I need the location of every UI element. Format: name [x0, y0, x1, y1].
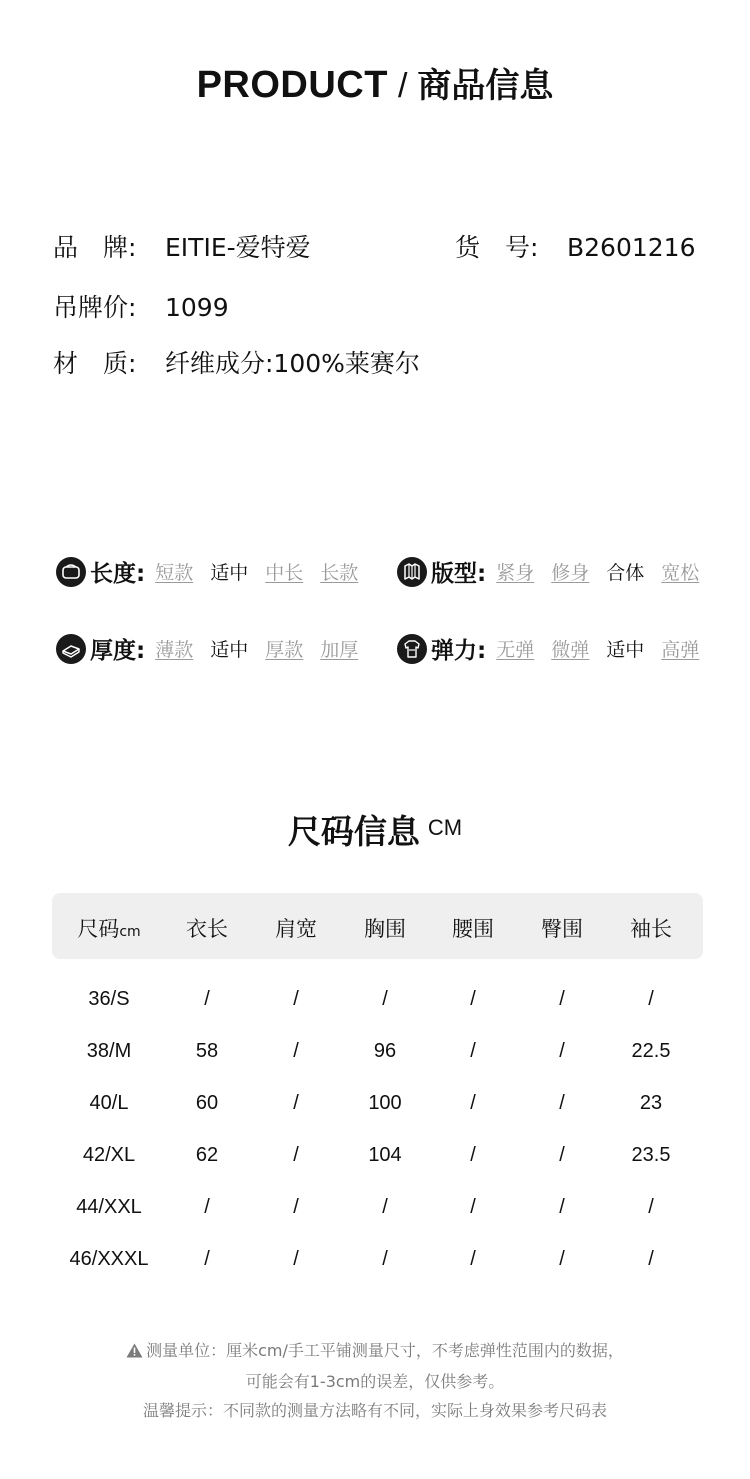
length-option-2: 中长: [265, 562, 304, 584]
size-title-unit: CM: [427, 815, 463, 840]
attr-elasticity: [397, 632, 699, 665]
price-row: [53, 288, 229, 324]
attr-length: [56, 555, 358, 588]
elasticity-options: [496, 635, 699, 662]
thickness-option-3: 加厚: [320, 639, 359, 661]
table-cell: 40/L: [89, 1092, 129, 1114]
material-row: [53, 344, 420, 380]
table-row: [52, 1248, 703, 1278]
brand-row: [53, 228, 311, 264]
table-cell: 23: [639, 1092, 663, 1114]
table-cell: /: [470, 1248, 476, 1270]
table-cell: /: [470, 1040, 476, 1062]
table-cell: 60: [195, 1092, 219, 1114]
header-chest: 胸围: [364, 917, 406, 941]
title-cn: 商品信息: [417, 66, 554, 106]
thickness-option-0: 薄款: [155, 639, 194, 661]
length-options: [155, 558, 358, 585]
table-cell: /: [470, 988, 476, 1010]
thickness-option-2: 厚款: [265, 639, 304, 661]
table-cell: 22.5: [631, 1040, 671, 1062]
length-option-0: 短款: [155, 562, 194, 584]
elasticity-title: 弹力:: [431, 638, 487, 664]
size-table-header: [52, 893, 703, 959]
title-en: PRODUCT: [196, 64, 388, 106]
table-cell: /: [559, 1092, 565, 1114]
thickness-icon: [56, 634, 86, 664]
table-cell: /: [204, 1248, 210, 1270]
table-cell: 46/XXXL: [69, 1248, 149, 1270]
table-cell: /: [382, 1248, 388, 1270]
table-cell: /: [470, 1092, 476, 1114]
table-cell: /: [559, 1040, 565, 1062]
table-cell: /: [648, 1248, 654, 1270]
thickness-options: [155, 635, 358, 662]
fit-option-3: 宽松: [661, 562, 700, 584]
measurement-notes: [0, 1336, 750, 1425]
fit-icon: [397, 557, 427, 587]
elasticity-option-1: 微弹: [551, 639, 590, 661]
elasticity-option-0: 无弹: [496, 639, 535, 661]
brand-value: EITIE-爱特爱: [165, 233, 311, 262]
table-cell: 42/XL: [82, 1144, 136, 1166]
table-cell: /: [293, 1144, 299, 1166]
table-cell: 58: [195, 1040, 219, 1062]
price-label: 吊牌价:: [53, 293, 137, 322]
price-value: 1099: [165, 293, 229, 322]
note-line-2: 可能会有1-3cm的误差，仅供参考。: [245, 1372, 505, 1391]
fit-title: 版型:: [431, 561, 487, 587]
header-hip: 臀围: [541, 917, 583, 941]
table-cell: /: [293, 988, 299, 1010]
header-size: 尺码cm: [77, 917, 141, 941]
page-header: [0, 58, 750, 107]
table-cell: 100: [368, 1092, 402, 1114]
table-cell: 62: [195, 1144, 219, 1166]
table-cell: /: [559, 1144, 565, 1166]
sku-row: [455, 228, 696, 264]
table-row: [52, 988, 703, 1018]
sku-label: 货 号:: [455, 233, 539, 262]
header-length: 衣长: [186, 917, 228, 941]
sku-value: B2601216: [567, 233, 696, 262]
table-row: [52, 1196, 703, 1226]
fit-option-1: 修身: [551, 562, 590, 584]
table-cell: /: [293, 1248, 299, 1270]
table-cell: /: [293, 1092, 299, 1114]
header-size-unit: cm: [119, 924, 141, 940]
table-cell: 104: [368, 1144, 402, 1166]
table-row: [52, 1040, 703, 1070]
length-title: 长度:: [90, 561, 146, 587]
attr-thickness: [56, 632, 358, 665]
length-option-3: 长款: [320, 562, 359, 584]
table-cell: 36/S: [88, 988, 130, 1010]
table-cell: /: [293, 1196, 299, 1218]
note-line-3: 温馨提示：不同款的测量方法略有不同，实际上身效果参考尺码表: [142, 1401, 607, 1420]
table-cell: /: [470, 1144, 476, 1166]
table-cell: /: [382, 988, 388, 1010]
length-option-1: 适中: [210, 562, 249, 584]
brand-label: 品 牌:: [53, 233, 137, 262]
title-separator: /: [397, 67, 408, 105]
table-cell: /: [293, 1040, 299, 1062]
table-row: [52, 1144, 703, 1174]
table-cell: /: [470, 1196, 476, 1218]
table-cell: /: [648, 1196, 654, 1218]
thickness-option-1: 适中: [210, 639, 249, 661]
elasticity-icon: [397, 634, 427, 664]
size-title-text: 尺码信息: [287, 812, 420, 851]
table-cell: 44/XXL: [76, 1196, 142, 1218]
fit-options: [496, 558, 699, 585]
header-sleeve: 袖长: [630, 917, 672, 941]
table-cell: /: [559, 1248, 565, 1270]
thickness-title: 厚度:: [90, 638, 146, 664]
fit-option-2: 合体: [606, 562, 645, 584]
warning-icon: [126, 1338, 143, 1367]
header-waist: 腰围: [452, 917, 494, 941]
elasticity-option-2: 适中: [606, 639, 645, 661]
note-line-1: 测量单位：厘米cm/手工平铺测量尺寸，不考虑弹性范围内的数据，: [146, 1341, 624, 1360]
length-icon: [56, 557, 86, 587]
elasticity-option-3: 高弹: [661, 639, 700, 661]
table-cell: 38/M: [86, 1040, 132, 1062]
table-cell: 96: [373, 1040, 397, 1062]
table-cell: /: [204, 988, 210, 1010]
table-cell: /: [382, 1196, 388, 1218]
header-shoulder: 肩宽: [275, 917, 317, 941]
table-cell: /: [204, 1196, 210, 1218]
material-value: 纤维成分:100%莱赛尔: [165, 349, 420, 378]
table-cell: 23.5: [631, 1144, 671, 1166]
table-cell: /: [648, 988, 654, 1010]
fit-option-0: 紧身: [496, 562, 535, 584]
table-row: [52, 1092, 703, 1122]
material-label: 材 质:: [53, 349, 137, 378]
table-cell: /: [559, 988, 565, 1010]
attr-fit: [397, 555, 699, 588]
table-cell: /: [559, 1196, 565, 1218]
size-section-title: [0, 806, 750, 853]
